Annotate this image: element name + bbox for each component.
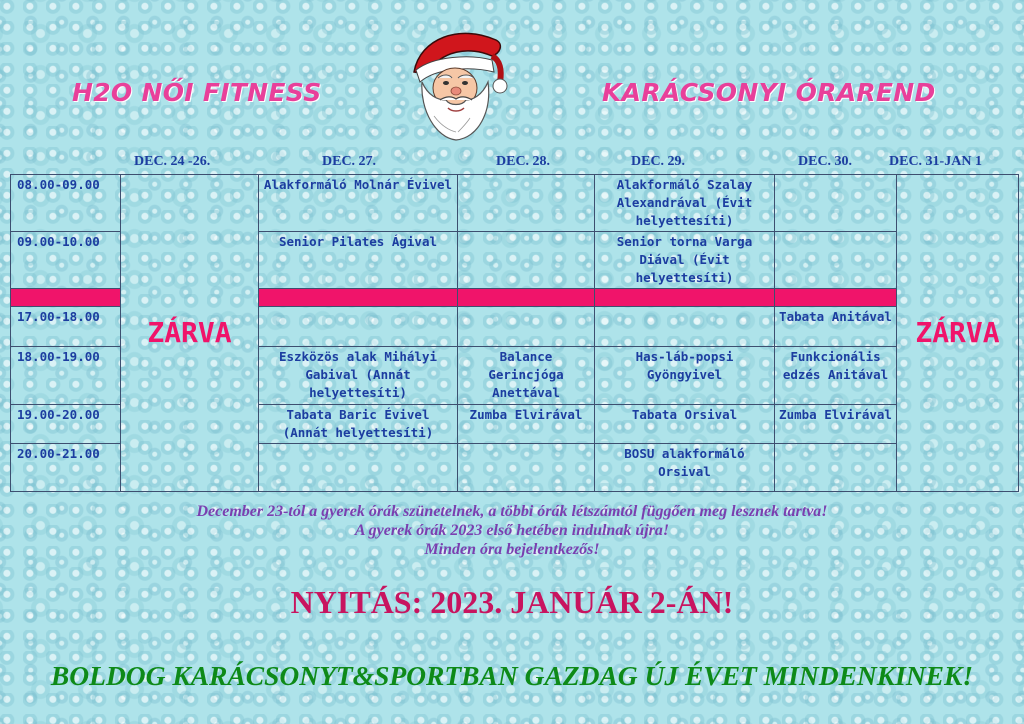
break-cell — [259, 289, 458, 307]
table-row — [11, 175, 1019, 232]
class-cell: Alakformáló Molnár Évivel — [259, 175, 458, 232]
empty-cell — [775, 175, 897, 232]
note-line-3: Minden óra bejelentkezős! — [424, 541, 600, 558]
class-cell: Zumba Elvirával — [458, 405, 595, 444]
class-cell: Balance Gerincjóga Anettával — [458, 347, 595, 405]
holiday-greeting: BOLDOG KARÁCSONYT&SPORTBAN GAZDAG ÚJ ÉVET MINDENKINEK! — [50, 660, 974, 691]
class-cell: Zumba Elvirával — [775, 405, 897, 444]
time-cell: 18.00-19.00 — [11, 347, 121, 405]
time-cell: 19.00-20.00 — [11, 405, 121, 444]
note-line-1: December 23-tól a gyerek órák szünetelnek, a többi órák létszámtól függően meg lesznek tartva! — [196, 503, 828, 520]
class-cell: Senior torna Varga Diával (Évit helyettesíti) — [595, 232, 775, 289]
class-cell: Tabata Baric Évivel (Annát helyettesíti) — [259, 405, 458, 444]
class-cell: Has-láb-popsi Gyöngyivel — [595, 347, 775, 405]
time-cell: 09.00-10.00 — [11, 232, 121, 289]
schedule-table — [10, 174, 1019, 492]
closed-dec31: ZÁRVA — [897, 175, 1019, 492]
note-line-2: A gyerek órák 2023 első hetében indulnak újra! — [354, 522, 670, 539]
time-cell: 20.00-21.00 — [11, 444, 121, 492]
day-header-dec31: DEC. 31-JAN 1 — [889, 154, 982, 169]
class-cell: Eszközös alak Mihályi Gabival (Annát helyettesíti) — [259, 347, 458, 405]
class-cell: Tabata Anitával — [775, 307, 897, 347]
empty-cell — [458, 444, 595, 492]
break-cell — [595, 289, 775, 307]
class-cell: Senior Pilates Ágival — [259, 232, 458, 289]
break-cell — [458, 289, 595, 307]
empty-cell — [775, 444, 897, 492]
class-cell: Alakformáló Szalay Alexandrával (Évit helyettesíti) — [595, 175, 775, 232]
day-header-dec30: DEC. 30. — [798, 154, 853, 169]
day-header-dec28: DEC. 28. — [496, 154, 551, 169]
opening-announcement: NYITÁS: 2023. JANUÁR 2-ÁN! — [290, 584, 734, 620]
day-header-dec27: DEC. 27. — [322, 154, 377, 169]
empty-cell — [595, 307, 775, 347]
empty-cell — [259, 444, 458, 492]
break-cell — [11, 289, 121, 307]
time-cell: 08.00-09.00 — [11, 175, 121, 232]
empty-cell — [458, 307, 595, 347]
day-header-dec29: DEC. 29. — [631, 154, 686, 169]
empty-cell — [458, 175, 595, 232]
break-cell — [775, 289, 897, 307]
day-header-dec24: DEC. 24 -26. — [134, 154, 211, 169]
empty-cell — [259, 307, 458, 347]
class-cell: Funkcionális edzés Anitával — [775, 347, 897, 405]
gym-title: H2O NŐI FITNESS — [72, 78, 322, 107]
empty-cell — [775, 232, 897, 289]
time-cell: 17.00-18.00 — [11, 307, 121, 347]
santa-face-icon — [400, 20, 510, 142]
class-cell: BOSU alakformáló Orsival — [595, 444, 775, 492]
schedule-title: KARÁCSONYI ÓRAREND — [602, 78, 936, 107]
class-cell: Tabata Orsival — [595, 405, 775, 444]
empty-cell — [458, 232, 595, 289]
closed-dec24: ZÁRVA — [121, 175, 259, 492]
